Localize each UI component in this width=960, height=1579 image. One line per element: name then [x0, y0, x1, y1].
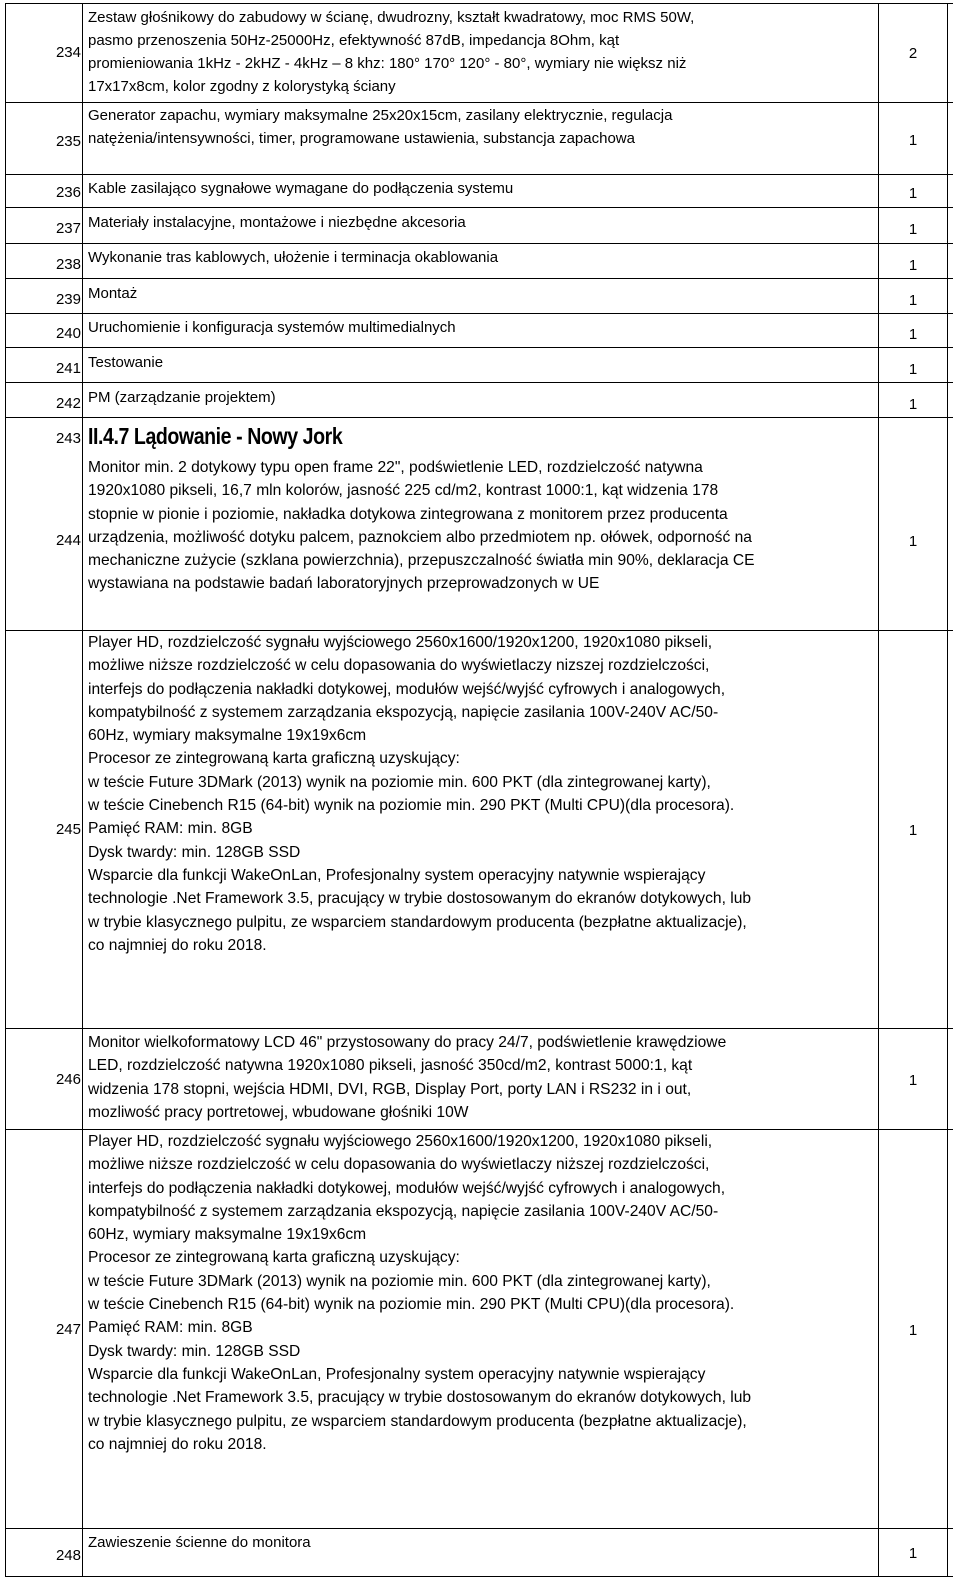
row-description: Testowanie	[88, 354, 164, 371]
row-description: Kable zasilająco sygnałowe wymagane do podłączenia systemu	[88, 180, 514, 197]
row-number: 235	[55, 133, 81, 150]
row-number: 236	[55, 184, 81, 201]
row-divider	[5, 347, 953, 348]
row-quantity: 1	[908, 221, 918, 238]
row-description: Uruchomienie i konfiguracja systemów multimedialnych	[88, 319, 456, 336]
row-description: Zawieszenie ścienne do monitora	[88, 1534, 311, 1551]
row-number: 246	[55, 1071, 81, 1088]
row-divider	[5, 417, 953, 418]
row-number: 239	[55, 291, 81, 308]
section-heading: II.4.7 Lądowanie - Nowy Jork	[88, 423, 343, 449]
row-number: 242	[55, 395, 81, 412]
row-description: Zestaw głośnikowy do zabudowy w ścianę, dwudrozny, kształt kwadratowy, moc RMS 50W, pasmo przenoszenia 50Hz-25000Hz, efektywność 87dB, impedancja 8Ohm, kąt promieniowania 1kHz - 2kHZ - 4kHz – 8 khz: 180° 170° 120° - 80°, wymiary nie większ niż 17x17x8cm, kolor zgodny z kolorystyką ściany	[88, 9, 695, 95]
row-description: Generator zapachu, wymiary maksymalne 25x20x15cm, zasilany elektrycznie, regulacja natężenia/intensywności, timer, programowane ustawienia, substancja zapachowa	[88, 107, 673, 147]
row-quantity: 1	[908, 292, 918, 309]
row-number: 234	[55, 44, 81, 61]
row-quantity: 1	[908, 257, 918, 274]
row-number: 238	[55, 256, 81, 273]
row-quantity: 1	[908, 361, 918, 378]
row-description: Monitor min. 2 dotykowy typu open frame 22", podświetlenie LED, rozdzielczość natywna 1920x1080 pikseli, 16,7 mln kolorów, jasność 225 cd/m2, kontrast 1000:1, kąt widzenia 178 stopnie w pionie i poziomie, nakładka dotykowa zintegrowana z monitorem przez producenta urządzenia, możliwość dotyku palcem, paznokciem albo przedmiotem np. ołówek, odporność na mechaniczne zużycie (szklana powierzchnia), przepuszczalność światła min 90%, deklaracja CE wystawiana na podstawie badań laboratoryjnych przeprowadzonych w UE	[88, 459, 755, 593]
row-number: 240	[55, 325, 81, 342]
row-number: 243	[55, 430, 81, 447]
table-border-number-column	[82, 3, 83, 1577]
row-divider	[5, 3, 953, 4]
row-quantity: 1	[908, 533, 918, 550]
row-divider	[5, 313, 953, 314]
row-description: Wykonanie tras kablowych, ułożenie i terminacja okablowania	[88, 249, 499, 266]
row-quantity: 1	[908, 1322, 918, 1339]
row-description: Montaż	[88, 285, 138, 302]
row-quantity: 1	[908, 822, 918, 839]
row-quantity: 1	[908, 1545, 918, 1562]
row-number: 244	[55, 532, 81, 549]
row-number: 237	[55, 220, 81, 237]
row-number: 248	[55, 1547, 81, 1564]
row-quantity: 2	[908, 45, 918, 62]
row-description: Player HD, rozdzielczość sygnału wyjściowego 2560x1600/1920x1200, 1920x1080 pikseli, możliwe niższe rozdzielczość w celu dopasowania do wyświetlaczy nizszej rozdzielczości, interfejs do podłączenia nakładki dotykowej, modułów wejść/wyjść cyfrowych i analogowych, kompatybilność z systemem zarządzania ekspozycją, napięcie zasilania 100V-240V AC/50- 60Hz, wymiary maksymalne 19x19x6cm Procesor ze zintegrowaną karta graficzną uzyskujący: w teście Future 3DMark (2013) wynik na poziomie min. 600 PKT (dla zintegrowanej karty), w teście Cinebench R15 (64-bit) wynik na poziomie min. 290 PKT (Multi CPU)(dla procesora). Pamięć RAM: min. 8GB Dysk twardy: min. 128GB SSD Wsparcie dla funkcji WakeOnLan, Profesjonalny system operacyjny natywnie wspierający technologie .Net Framework 3.5, pracujący w trybie dostosowanym do ekranów dotykowych, lub w trybie klasycznego pulpitu, ze wsparciem standardowym producenta (bezpłatne aktualizacje), co najmniej do roku 2018.	[88, 634, 752, 954]
row-divider	[5, 102, 953, 103]
table-border-qty-column	[878, 3, 879, 1577]
row-quantity: 1	[908, 326, 918, 343]
row-number: 241	[55, 360, 81, 377]
row-divider	[5, 207, 953, 208]
row-description: Materiały instalacyjne, montażowe i niezbędne akcesoria	[88, 214, 466, 231]
row-description: Player HD, rozdzielczość sygnału wyjściowego 2560x1600/1920x1200, 1920x1080 pikseli, możliwe niższe rozdzielczość w celu dopasowania do wyświetlaczy niższej rozdzielczości, interfejs do podłączenia nakładki dotykowej, modułów wejść/wyjść cyfrowych i analogowych, kompatybilność z systemem zarządzania ekspozycją, napięcie zasilania 100V-240V AC/50- 60Hz, wymiary maksymalne 19x19x6cm Procesor ze zintegrowaną karta graficzną uzyskujący: w teście Future 3DMark (2013) wynik na poziomie min. 600 PKT (dla zintegrowanej karty), w teście Cinebench R15 (64-bit) wynik na poziomie min. 290 PKT (Multi CPU)(dla procesora). Pamięć RAM: min. 8GB Dysk twardy: min. 128GB SSD Wsparcie dla funkcji WakeOnLan, Profesjonalny system operacyjny natywnie wspierający technologie .Net Framework 3.5, pracujący w trybie dostosowanym do ekranów dotykowych, lub w trybie klasycznego pulpitu, ze wsparciem standardowym producenta (bezpłatne aktualizacje), co najmniej do roku 2018.	[88, 1133, 752, 1453]
row-divider	[5, 278, 953, 279]
table-border-right	[947, 3, 948, 1577]
row-divider	[5, 174, 953, 175]
row-divider	[5, 1028, 953, 1029]
row-divider	[5, 382, 953, 383]
row-quantity: 1	[908, 396, 918, 413]
row-number: 247	[55, 1321, 81, 1338]
row-quantity: 1	[908, 185, 918, 202]
row-divider	[5, 1528, 953, 1529]
row-divider	[5, 243, 953, 244]
row-description: PM (zarządzanie projektem)	[88, 389, 276, 406]
row-divider	[5, 1576, 953, 1577]
row-quantity: 1	[908, 132, 918, 149]
row-number: 245	[55, 821, 81, 838]
row-quantity: 1	[908, 1072, 918, 1089]
table-border-left	[5, 3, 6, 1577]
row-description: Monitor wielkoformatowy LCD 46" przystosowany do pracy 24/7, podświetlenie krawędziowe LED, rozdzielczość natywna 1920x1080 pikseli, jasność 350cd/m2, kontrast 5000:1, kąt widzenia 178 stopni, wejścia HDMI, DVI, RGB, Display Port, porty LAN i RS232 in i out, mozliwość pracy portretowej, wbudowane głośniki 10W	[88, 1034, 727, 1121]
